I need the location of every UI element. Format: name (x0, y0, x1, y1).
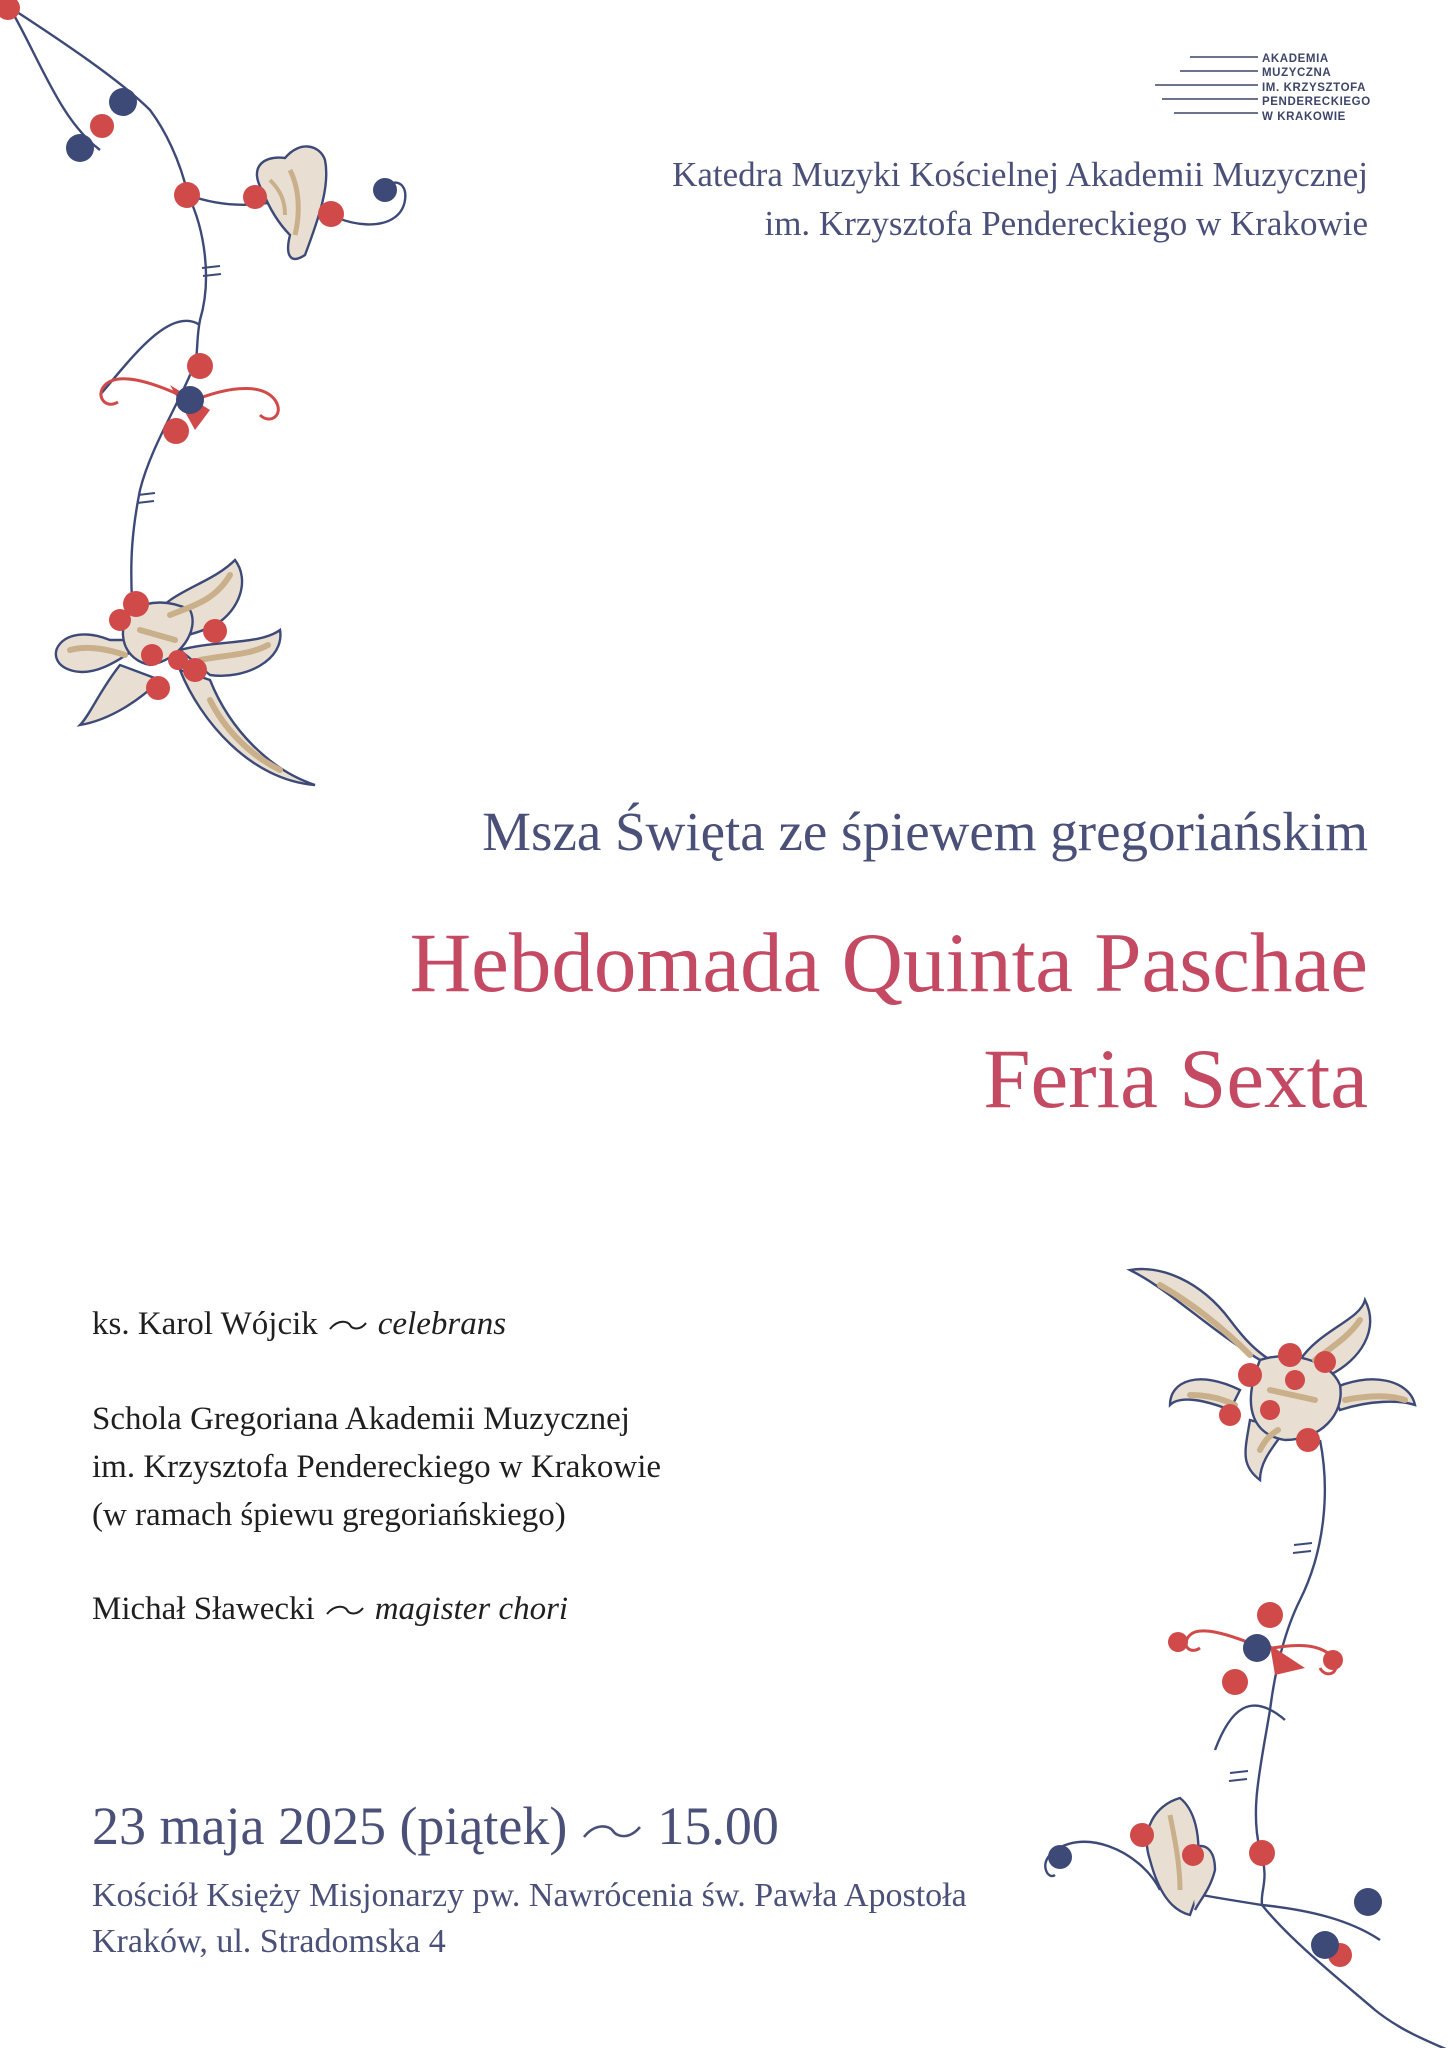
event-time: 15.00 (657, 1796, 779, 1856)
bell-flower-icon (257, 146, 326, 258)
event-date: 23 maja 2025 (piątek) (92, 1796, 568, 1856)
tilde-dash-icon (328, 1319, 368, 1333)
organizer-block (672, 150, 1368, 248)
event-title-line: Feria Sexta (983, 1032, 1368, 1126)
venue-line: Kraków, ul. Stradomska 4 (92, 1923, 446, 1960)
organizer-line: im. Krzysztofa Pendereckiego w Krakowie (764, 204, 1368, 243)
academy-logo-lines-icon (1150, 52, 1262, 124)
logo-line: IM. KRZYSZTOFA (1262, 81, 1367, 94)
floral-ornament-bottom-right-icon (1030, 1250, 1448, 2048)
celebrant-line (92, 1300, 506, 1348)
logo-line: AKADEMIA (1262, 53, 1329, 65)
venue-block (92, 1873, 967, 1965)
academy-logo-text (1262, 52, 1382, 124)
event-title-line: Hebdomada Quinta Paschae (409, 916, 1368, 1010)
celebrant-role: celebrans (377, 1306, 507, 1342)
floral-ornament-top-left-icon (0, 0, 420, 800)
magister-name: Michał Sławecki (92, 1591, 315, 1627)
event-subtitle: Msza Święta ze śpiewem gregoriańskim (482, 801, 1368, 862)
tilde-dash-icon (581, 1822, 643, 1842)
schola-line: (w ramach śpiewu gregoriańskiego) (92, 1497, 566, 1533)
magister-line (92, 1585, 568, 1633)
schola-line: im. Krzysztofa Pendereckiego w Krakowie (92, 1449, 662, 1485)
schola-block (92, 1395, 661, 1539)
logo-line: W KRAKOWIE (1262, 110, 1346, 123)
celebrant-name: ks. Karol Wójcik (92, 1306, 318, 1342)
tilde-dash-icon (325, 1604, 365, 1618)
bell-flower-icon (1147, 1798, 1215, 1915)
large-flower-icon (1130, 1269, 1415, 1480)
logo-line: MUZYCZNA (1262, 67, 1332, 80)
logo-line: PENDERECKIEGO (1262, 96, 1371, 109)
venue-line: Kościół Księży Misjonarzy pw. Nawrócenia św. Pawła Apostoła (92, 1877, 967, 1914)
magister-role: magister chori (374, 1591, 569, 1627)
event-title (410, 905, 1368, 1137)
organizer-line: Katedra Muzyki Kościelnej Akademii Muzycznej (672, 155, 1368, 194)
schola-line: Schola Gregoriana Akademii Muzycznej (92, 1401, 630, 1437)
date-time-line (92, 1795, 779, 1857)
